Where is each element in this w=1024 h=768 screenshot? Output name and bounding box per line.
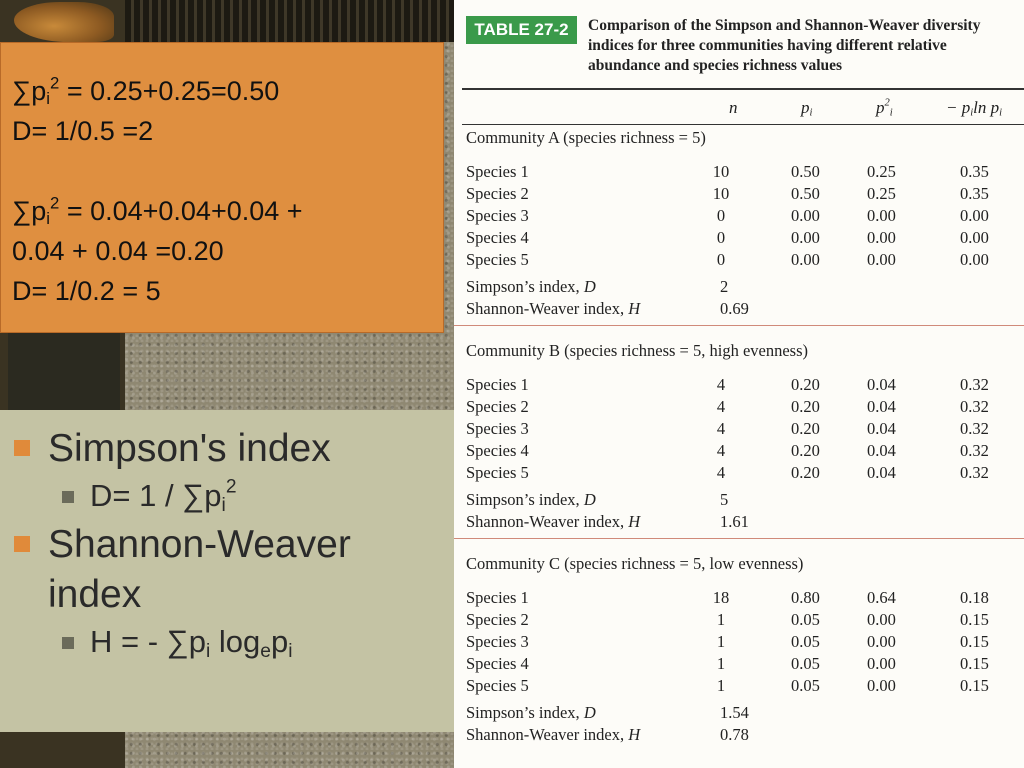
shannon-index-label: Shannon-Weaver index, H xyxy=(466,299,641,318)
proportion-p: 0.05 xyxy=(791,610,820,629)
shannon-term: 0.15 xyxy=(960,654,989,673)
shannon-term: 0.00 xyxy=(960,206,989,225)
bullet-square-icon xyxy=(14,536,30,552)
count-n: 1 xyxy=(716,632,726,651)
table-row xyxy=(466,205,1016,227)
background-band xyxy=(8,330,120,410)
bullet-shannon: Shannon-Weaver index xyxy=(14,520,454,620)
count-n: 1 xyxy=(716,676,726,695)
shannon-term: 0.35 xyxy=(960,184,989,203)
proportion-p: 0.05 xyxy=(791,632,820,651)
table-row xyxy=(466,609,1016,631)
calc-line-5: D= 1/0.2 = 5 xyxy=(12,276,161,306)
shannon-term: 0.00 xyxy=(960,228,989,247)
proportion-p: 0.20 xyxy=(791,441,820,460)
community-divider xyxy=(454,325,1024,326)
bullet-square-icon xyxy=(62,637,74,649)
proportion-squared: 0.00 xyxy=(867,632,896,651)
proportion-squared: 0.64 xyxy=(867,588,896,607)
proportion-p: 0.20 xyxy=(791,397,820,416)
table-tag: TABLE 27-2 xyxy=(466,16,577,44)
table-row xyxy=(466,440,1016,462)
simpson-index-value: 2 xyxy=(720,277,729,296)
count-n: 18 xyxy=(712,588,730,607)
count-n: 4 xyxy=(716,375,726,394)
table-rule xyxy=(462,88,1024,90)
species-name: Species 5 xyxy=(466,250,529,269)
simpson-index-value: 5 xyxy=(720,490,729,509)
shannon-term: 0.00 xyxy=(960,250,989,269)
calc-line-2: D= 1/0.5 =2 xyxy=(12,116,154,146)
col-header-plnp: − $p_i\ln$ $p_i$ xyxy=(946,98,1003,119)
species-name: Species 1 xyxy=(466,162,529,181)
proportion-p: 0.05 xyxy=(791,654,820,673)
species-name: Species 4 xyxy=(466,654,529,673)
count-n: 0 xyxy=(716,228,726,247)
proportion-p: 0.50 xyxy=(791,184,820,203)
species-name: Species 5 xyxy=(466,676,529,695)
bullet-square-icon xyxy=(62,491,74,503)
table-row xyxy=(466,396,1016,418)
shannon-index-label: Shannon-Weaver index, H xyxy=(466,725,641,744)
calc-line-4: 0.04 + 0.04 =0.20 xyxy=(12,236,224,266)
shannon-term: 0.15 xyxy=(960,610,989,629)
count-n: 4 xyxy=(716,397,726,416)
bullet-list xyxy=(0,410,454,732)
shannon-term: 0.32 xyxy=(960,375,989,394)
proportion-p: 0.80 xyxy=(791,588,820,607)
shannon-term: 0.18 xyxy=(960,588,989,607)
proportion-squared: 0.04 xyxy=(867,375,896,394)
proportion-squared: 0.00 xyxy=(867,250,896,269)
count-n: 4 xyxy=(716,419,726,438)
shannon-term: 0.35 xyxy=(960,162,989,181)
shannon-index-value: 0.69 xyxy=(720,299,749,318)
proportion-squared: 0.25 xyxy=(867,162,896,181)
proportion-squared: 0.04 xyxy=(867,441,896,460)
proportion-p: 0.20 xyxy=(791,375,820,394)
table-row xyxy=(466,462,1016,484)
community-label: Community A (species richness = 5) xyxy=(466,128,706,147)
proportion-p: 0.20 xyxy=(791,419,820,438)
simpson-index-row xyxy=(466,489,1016,511)
proportion-squared: 0.00 xyxy=(867,676,896,695)
proportion-squared: 0.04 xyxy=(867,397,896,416)
bullet-simpson: Simpson's index xyxy=(14,424,454,474)
proportion-squared: 0.00 xyxy=(867,654,896,673)
simpson-index-row xyxy=(466,702,1016,724)
proportion-squared: 0.04 xyxy=(867,463,896,482)
community-divider xyxy=(454,538,1024,539)
calc-line-3: $\sum p_i^2 = 0.04+0.04+0.04$ + xyxy=(12,193,303,229)
background-strip xyxy=(125,0,455,42)
table-row xyxy=(466,249,1016,271)
col-header-p: $p_i$ xyxy=(801,98,813,119)
shannon-term: 0.32 xyxy=(960,441,989,460)
shannon-index-row xyxy=(466,298,1016,320)
shannon-term: 0.15 xyxy=(960,676,989,695)
table-row xyxy=(466,587,1016,609)
proportion-squared: 0.25 xyxy=(867,184,896,203)
species-name: Species 2 xyxy=(466,397,529,416)
count-n: 10 xyxy=(712,184,730,203)
shannon-term: 0.32 xyxy=(960,419,989,438)
community-label: Community C (species richness = 5, low evenness) xyxy=(466,554,804,573)
shannon-index-label: Shannon-Weaver index, H xyxy=(466,512,641,531)
shannon-term: 0.32 xyxy=(960,397,989,416)
proportion-p: 0.00 xyxy=(791,250,820,269)
table-row xyxy=(466,653,1016,675)
count-n: 1 xyxy=(716,654,726,673)
table-row xyxy=(466,418,1016,440)
species-name: Species 2 xyxy=(466,184,529,203)
simpson-index-label: Simpson’s index, D xyxy=(466,277,596,296)
bullet-shannon-formula: H = - $\sum p_i$ $\log_ep_i$ xyxy=(62,622,454,662)
species-name: Species 3 xyxy=(466,632,529,651)
proportion-squared: 0.00 xyxy=(867,228,896,247)
background-texture-bottom xyxy=(125,730,455,768)
table-rule xyxy=(462,124,1024,125)
proportion-p: 0.05 xyxy=(791,676,820,695)
shannon-index-row xyxy=(466,511,1016,533)
col-header-p2: $p^2_i$ xyxy=(876,97,893,119)
simpson-index-value: 1.54 xyxy=(720,703,749,722)
proportion-squared: 0.04 xyxy=(867,419,896,438)
proportion-p: 0.00 xyxy=(791,206,820,225)
count-n: 4 xyxy=(716,463,726,482)
bullet-square-icon xyxy=(14,440,30,456)
species-name: Species 4 xyxy=(466,228,529,247)
table-row xyxy=(466,374,1016,396)
proportion-p: 0.20 xyxy=(791,463,820,482)
table-row xyxy=(466,675,1016,697)
table-row xyxy=(466,161,1016,183)
shannon-index-value: 0.78 xyxy=(720,725,749,744)
table-title: Comparison of the Simpson and Shannon-Weaver diversity indices for three communities having different relative abundance and species richness values xyxy=(588,17,981,74)
count-n: 10 xyxy=(712,162,730,181)
calc-line-1: $\sum p_i^2 = 0.25+0.25=0.50$ xyxy=(12,73,280,109)
table-row xyxy=(466,183,1016,205)
count-n: 0 xyxy=(716,206,726,225)
proportion-squared: 0.00 xyxy=(867,206,896,225)
shannon-index-row xyxy=(466,724,1016,746)
calculation-box xyxy=(0,42,444,333)
proportion-p: 0.50 xyxy=(791,162,820,181)
species-name: Species 3 xyxy=(466,419,529,438)
table-row xyxy=(466,631,1016,653)
simpson-index-label: Simpson’s index, D xyxy=(466,703,596,722)
species-name: Species 1 xyxy=(466,588,529,607)
community-label: Community B (species richness = 5, high evenness) xyxy=(466,341,809,360)
simpson-index-label: Simpson’s index, D xyxy=(466,490,596,509)
count-n: 0 xyxy=(716,250,726,269)
bullet-simpson-formula: $D= 1 / \sum p_i^2$ xyxy=(62,476,454,516)
count-n: 4 xyxy=(716,441,726,460)
shannon-index-value: 1.61 xyxy=(720,512,749,531)
species-name: Species 4 xyxy=(466,441,529,460)
table-panel xyxy=(454,0,1024,768)
count-n: 1 xyxy=(716,610,726,629)
proportion-squared: 0.00 xyxy=(867,610,896,629)
col-header-n: n xyxy=(729,98,738,117)
shannon-term: 0.15 xyxy=(960,632,989,651)
species-name: Species 3 xyxy=(466,206,529,225)
species-name: Species 1 xyxy=(466,375,529,394)
species-name: Species 2 xyxy=(466,610,529,629)
table-row xyxy=(466,227,1016,249)
simpson-index-row xyxy=(466,276,1016,298)
proportion-p: 0.00 xyxy=(791,228,820,247)
species-name: Species 5 xyxy=(466,463,529,482)
shannon-term: 0.32 xyxy=(960,463,989,482)
